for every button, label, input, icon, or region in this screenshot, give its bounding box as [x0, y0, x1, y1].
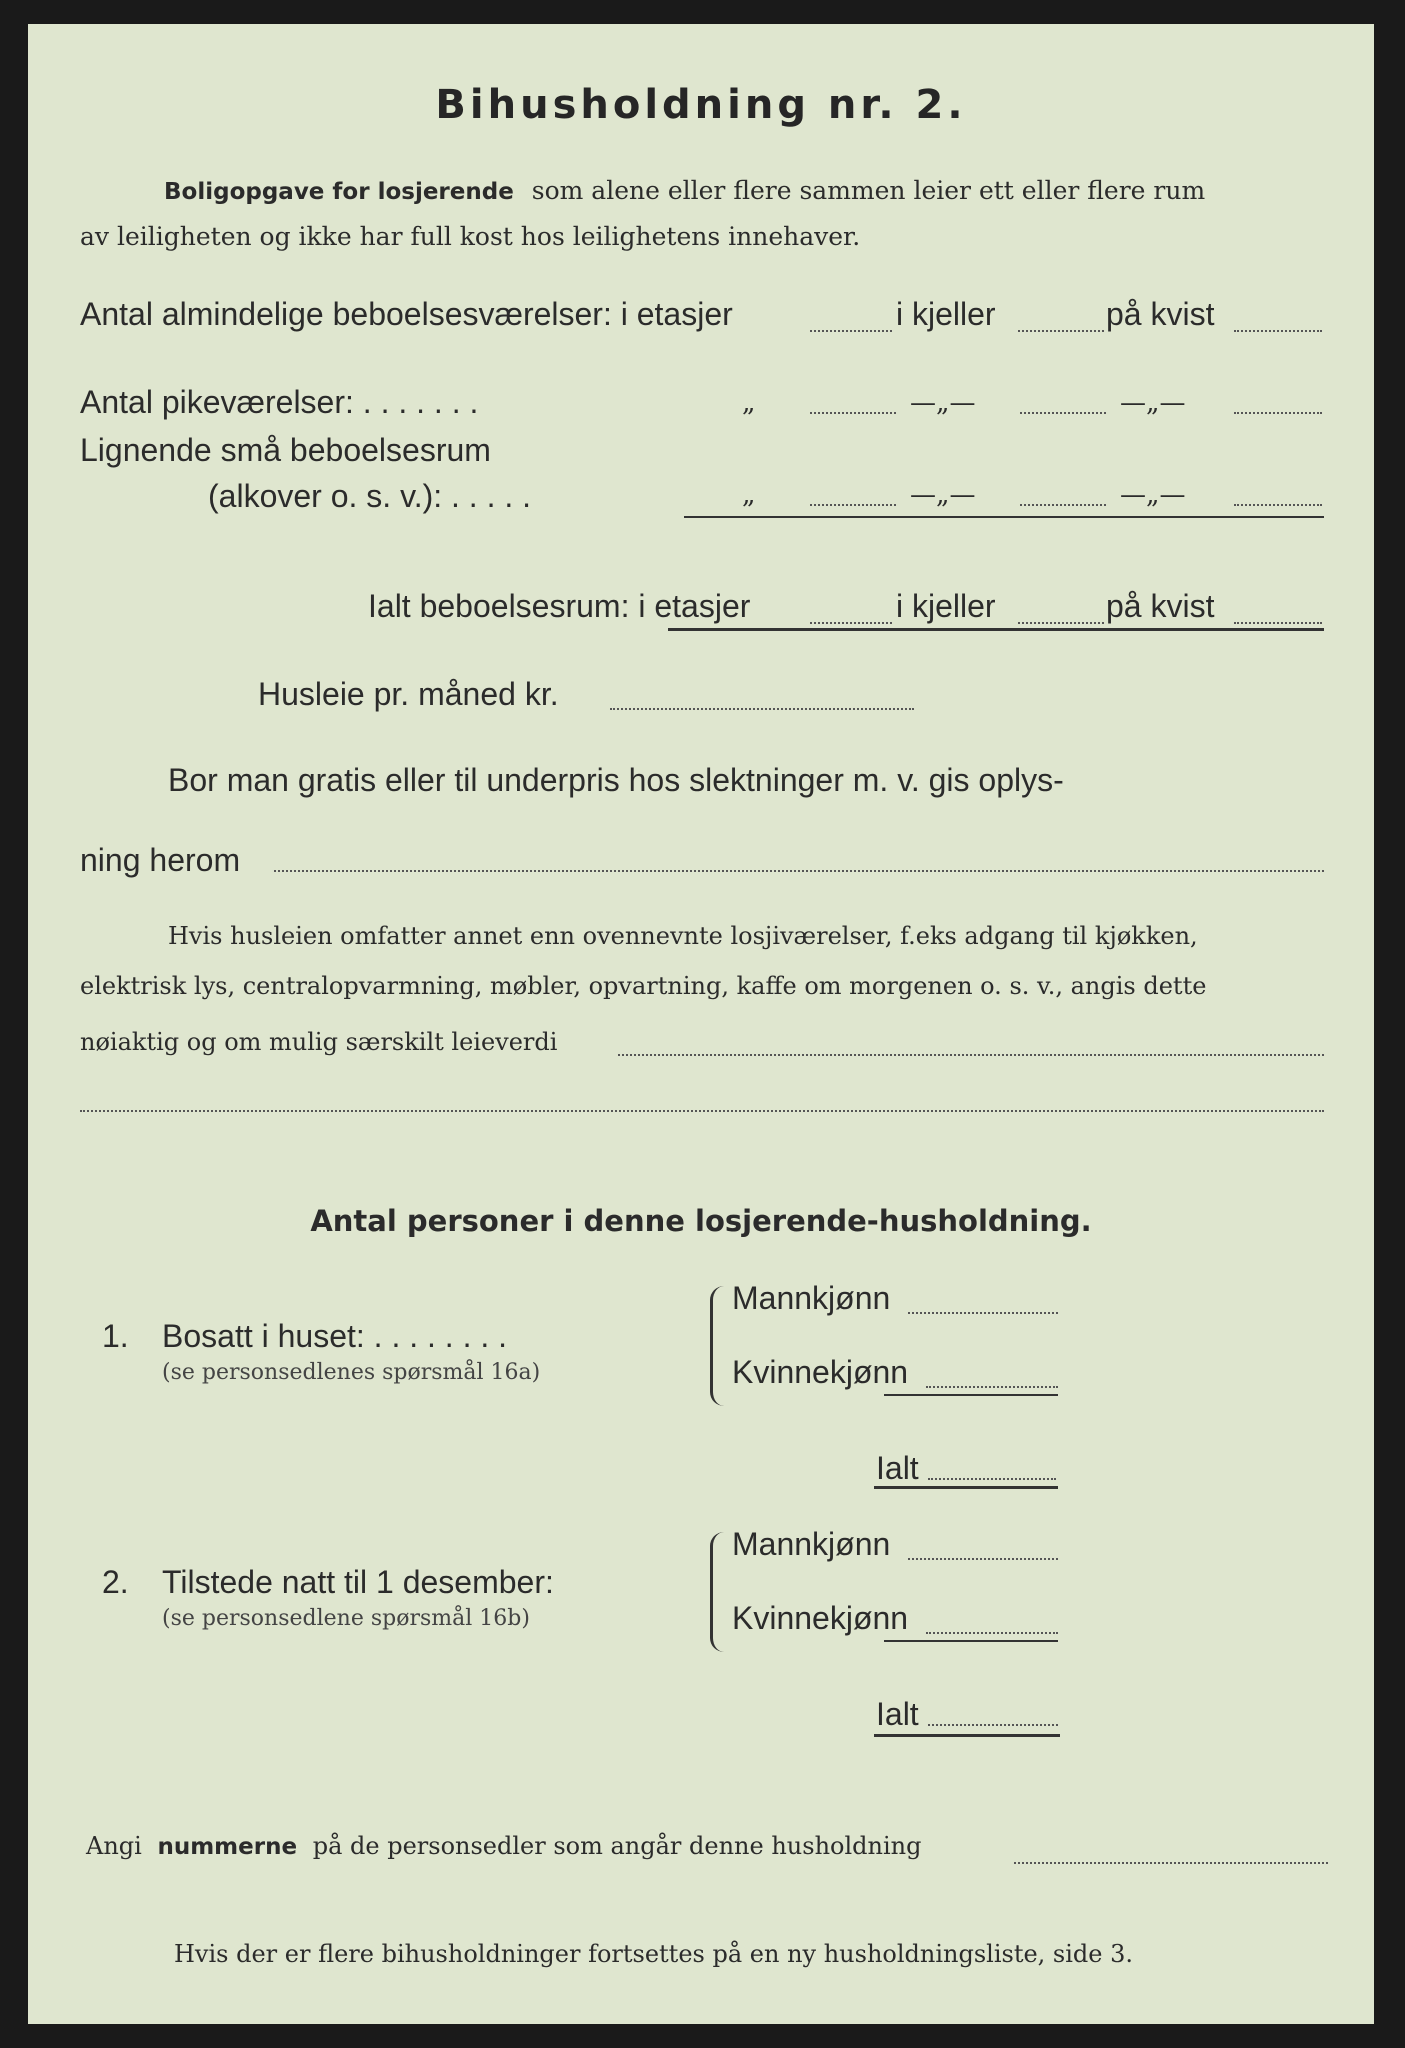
intro-rest-1: som alene eller flere sammen leier ett eller flere rum: [531, 176, 1206, 205]
q2-total-label: Ialt: [876, 1696, 919, 1732]
gratis-line-1: Bor man gratis eller til underpris hos slektninger m. v. gis oplys-: [168, 762, 1064, 798]
intro-bold: Boligopgave for losjerende: [164, 179, 514, 205]
footer-note: Hvis der er flere bihusholdninger fortsettes på en ny husholdningsliste, side 3.: [174, 1940, 1134, 1968]
q1-number: 1.: [102, 1318, 129, 1354]
q1-female-field[interactable]: [926, 1386, 1058, 1388]
q2-female-label: Kvinnekjønn: [732, 1600, 909, 1636]
q2-number: 2.: [102, 1564, 129, 1600]
q2-total-field[interactable]: [928, 1724, 1058, 1726]
total-etasjer-field[interactable]: [810, 622, 892, 624]
row1-kvist-field[interactable]: [1234, 330, 1322, 332]
total-kjeller-label: i kjeller: [896, 588, 996, 624]
q2-male-field[interactable]: [908, 1558, 1058, 1560]
includes-line-2: elektrisk lys, centralopvarmning, møbler, opvartning, kaffe om morgenen o. s. v., angis dette: [80, 972, 1207, 1000]
row3-kvist-field[interactable]: [1234, 504, 1322, 506]
sum-rule: [684, 516, 1324, 518]
q1-sum-rule: [884, 1394, 1058, 1396]
q1-brace: [710, 1286, 727, 1406]
q1-label: Bosatt i huset: . . . . . . . .: [162, 1318, 508, 1354]
includes-line-1: Hvis husleien omfatter annet enn ovennevnte losjiværelser, f.eks adgang til kjøkken,: [168, 922, 1198, 950]
q1-female-label: Kvinnekjønn: [732, 1354, 909, 1390]
rooms-row2-label: Antal pikeværelser: . . . . . . .: [80, 384, 479, 420]
form-page: [28, 24, 1374, 2024]
includes-line-3: nøiaktig og om mulig særskilt leieverdi: [80, 1028, 558, 1056]
q1-male-label: Mannkjønn: [732, 1280, 891, 1316]
row2-ditto-1: „: [742, 388, 756, 418]
total-kjeller-field[interactable]: [1018, 622, 1104, 624]
numbers-bold: nummerne: [157, 1834, 298, 1860]
numbers-rest: på de personsedler som angår denne husholdning: [312, 1832, 922, 1860]
intro-line-2: av leiligheten og ikke har full kost hos leilighetens innehaver.: [80, 222, 861, 251]
intro-line-1: [164, 176, 1205, 205]
row3-ditto-3: —„—: [1120, 480, 1186, 510]
q1-male-field[interactable]: [908, 1312, 1058, 1314]
row3-kjeller-field[interactable]: [1020, 504, 1106, 506]
q2-brace: [710, 1532, 727, 1652]
numbers-line: [86, 1832, 921, 1860]
rent-field[interactable]: [610, 708, 914, 710]
persons-heading: Antal personer i denne losjerende-husholdning.: [310, 1204, 1092, 1238]
row1-kjeller-label: i kjeller: [896, 296, 996, 332]
numbers-prefix: Angi: [86, 1832, 142, 1860]
rooms-row3-label-b: (alkover o. s. v.): . . . . .: [208, 478, 532, 514]
total-label: Ialt beboelsesrum: i etasjer: [368, 588, 751, 624]
q2-sum-rule: [884, 1640, 1058, 1642]
q1-total-field[interactable]: [928, 1478, 1056, 1480]
q1-total-underline: [874, 1486, 1058, 1489]
row3-etasjer-field[interactable]: [810, 504, 896, 506]
q2-total-underline: [874, 1734, 1060, 1737]
q2-male-label: Mannkjønn: [732, 1526, 891, 1562]
row3-ditto-2: —„—: [910, 480, 976, 510]
gratis-line-2: ning herom: [80, 842, 241, 878]
row2-etasjer-field[interactable]: [810, 412, 896, 414]
row2-ditto-3: —„—: [1120, 388, 1186, 418]
total-underline: [668, 628, 1324, 631]
q2-label: Tilstede natt til 1 desember:: [162, 1564, 554, 1600]
row2-kjeller-field[interactable]: [1020, 412, 1106, 414]
rooms-row3-label-a: Lignende små beboelsesrum: [80, 432, 491, 468]
row1-etasjer-field[interactable]: [810, 330, 892, 332]
row3-ditto-1: „: [742, 480, 756, 510]
includes-field-2[interactable]: [80, 1110, 1324, 1112]
numbers-field[interactable]: [1014, 1862, 1328, 1864]
row1-kjeller-field[interactable]: [1018, 330, 1104, 332]
row2-kvist-field[interactable]: [1234, 412, 1322, 414]
q2-female-field[interactable]: [926, 1632, 1058, 1634]
form-title: Bihusholdning nr. 2.: [435, 82, 967, 128]
gratis-field[interactable]: [274, 870, 1324, 872]
q1-total-label: Ialt: [876, 1450, 919, 1486]
q1-reference: (se personsedlenes spørsmål 16a): [162, 1360, 541, 1385]
total-kvist-label: på kvist: [1106, 588, 1215, 624]
q2-reference: (se personsedlene spørsmål 16b): [162, 1606, 530, 1631]
row1-kvist-label: på kvist: [1106, 296, 1215, 332]
row2-ditto-2: —„—: [910, 388, 976, 418]
includes-field-1[interactable]: [618, 1054, 1324, 1056]
rooms-row1-label: Antal almindelige beboelsesværelser: i etasjer: [80, 296, 733, 332]
rent-label: Husleie pr. måned kr.: [258, 676, 559, 712]
total-kvist-field[interactable]: [1234, 622, 1322, 624]
